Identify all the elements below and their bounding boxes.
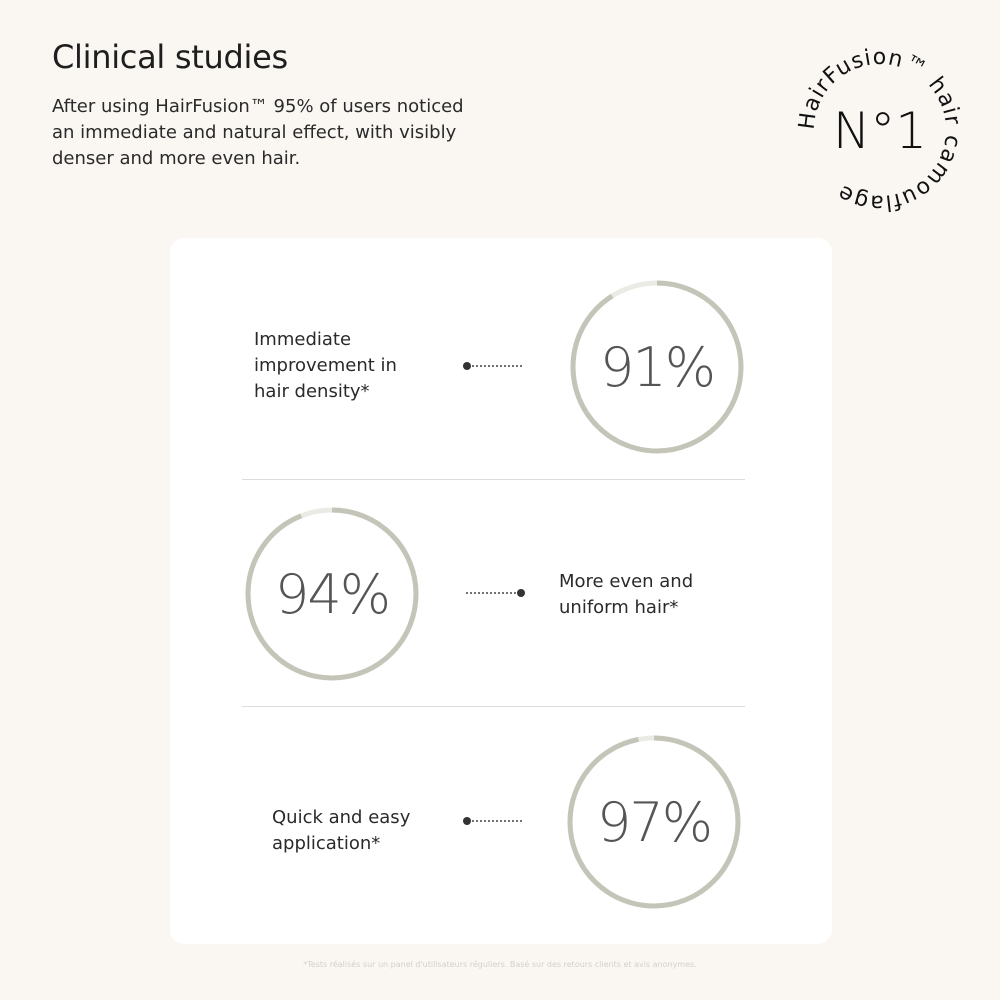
connector-1 — [462, 361, 522, 371]
no1-badge — [790, 40, 970, 220]
footnote: *Tests réalisés sur un panel d'utilisateurs réguliers. Basé sur des retours clients et avis anonymes. — [303, 960, 697, 969]
stat-value-1: 91% — [599, 335, 715, 399]
stat-ring-3 — [564, 732, 744, 912]
stat-ring-1 — [567, 277, 747, 457]
stat-label-3: Quick and easy application* — [272, 807, 411, 854]
connector-2 — [466, 588, 526, 598]
badge-graphic — [790, 40, 970, 220]
divider-1 — [242, 479, 745, 480]
page-title: Clinical studies — [52, 38, 288, 76]
divider-2 — [242, 706, 745, 707]
stat-label-1: Immediate improvement in hair density* — [254, 329, 397, 402]
stat-value-3: 97% — [596, 790, 712, 854]
stat-value-2: 94% — [274, 562, 390, 626]
connector-3 — [462, 816, 522, 826]
badge-ring-text: HairFusion™ hair camouflage — [794, 44, 966, 216]
badge-center-text: N°1 — [832, 102, 928, 160]
stat-ring-2 — [242, 504, 422, 684]
stat-label-2: More even and uniform hair* — [559, 571, 694, 618]
intro-text: After using HairFusion™ 95% of users noticed an immediate and natural effect, with visibly denser and more even hair. — [52, 96, 464, 169]
